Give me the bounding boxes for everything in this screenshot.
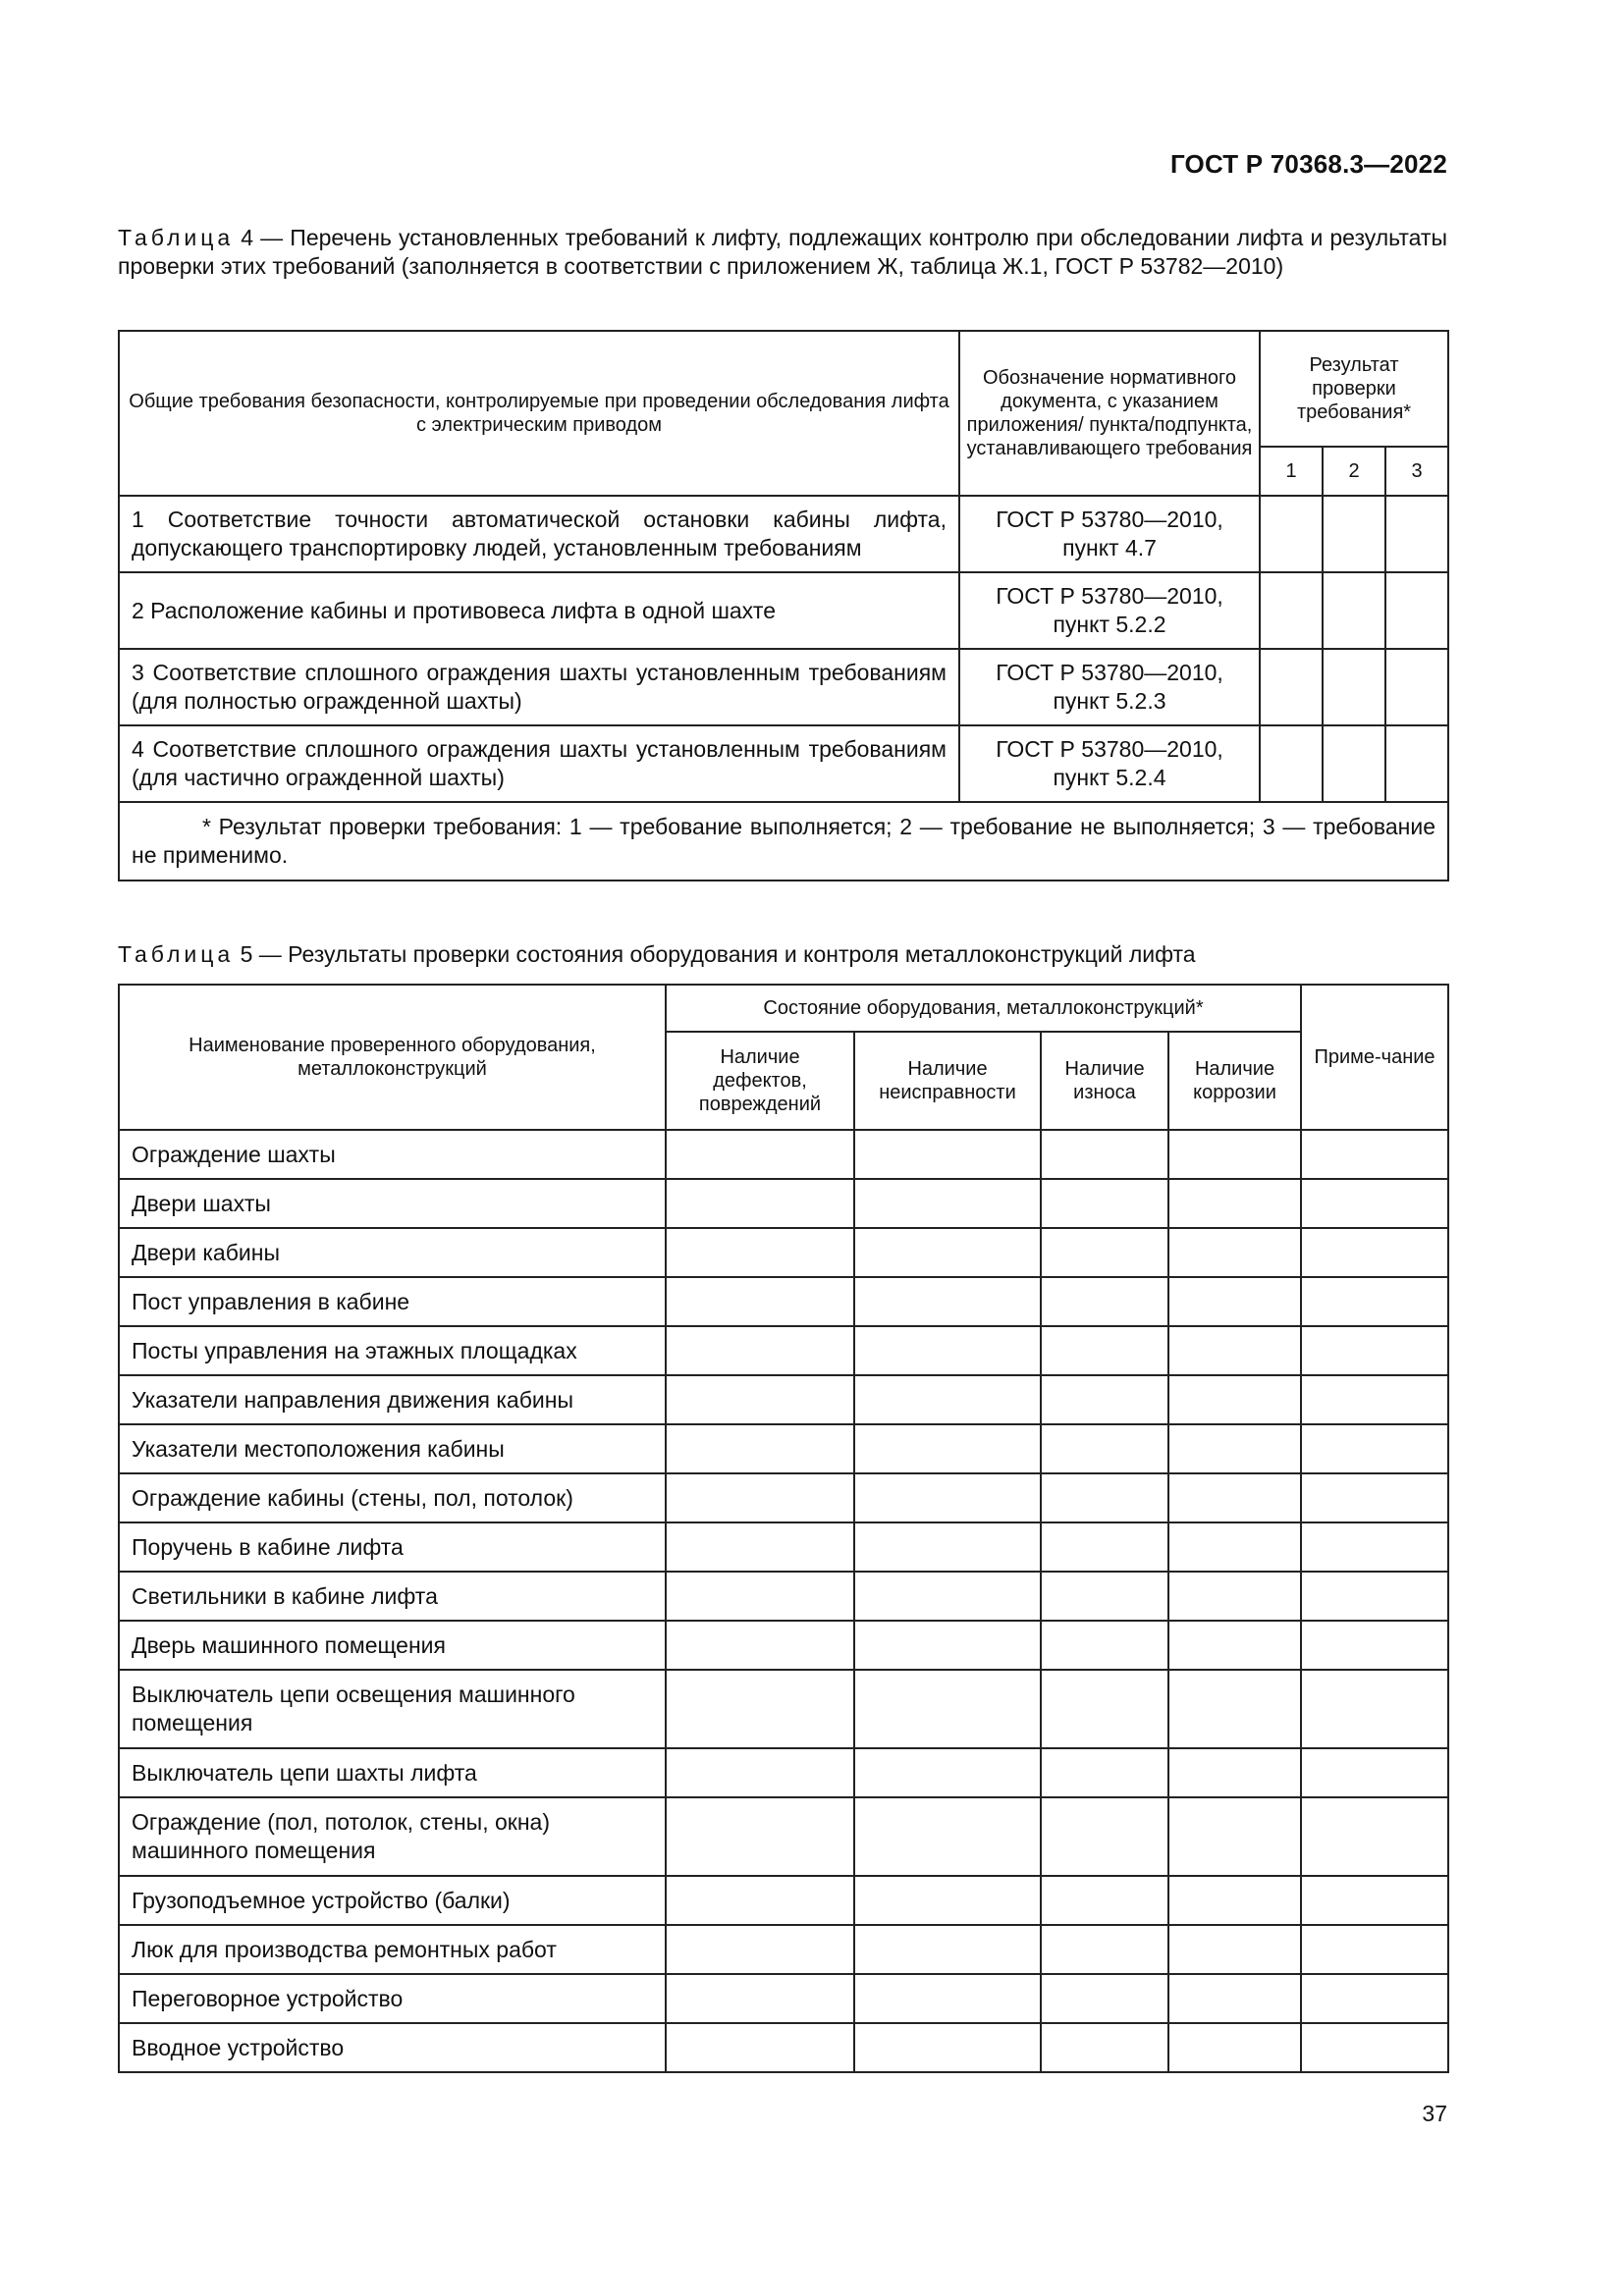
table-row [119,1925,1448,1974]
table5-cell[interactable] [1301,1130,1448,1179]
table5-cell[interactable] [1168,1130,1301,1179]
table5-cell[interactable] [1301,1326,1448,1375]
table-row [119,725,1448,802]
table4-result-cell[interactable] [1260,649,1323,725]
table-row [119,1522,1448,1572]
table5-subheader-wear: Наличие износа [1041,1032,1168,1130]
table-row [119,1179,1448,1228]
table5-cell[interactable] [666,1797,854,1876]
table5-cell[interactable] [1041,1228,1168,1277]
table5-cell[interactable] [1168,1522,1301,1572]
table4-result-cell[interactable] [1385,572,1448,649]
table5-cell[interactable] [854,1375,1041,1424]
table5-equipment-cell: Люк для производства ремонтных работ [119,1925,666,1974]
table5-cell[interactable] [1168,1876,1301,1925]
table5-cell[interactable] [1041,1876,1168,1925]
table5-equipment-cell: Посты управления на этажных площадках [119,1326,666,1375]
table-row [119,1670,1448,1748]
table5-caption [118,940,1447,969]
table4-result-cell[interactable] [1260,572,1323,649]
table5-cell[interactable] [1041,1974,1168,2023]
table4-result-cell[interactable] [1385,496,1448,572]
table5-equipment-cell: Указатели местоположения кабины [119,1424,666,1473]
table5-cell[interactable] [1041,1424,1168,1473]
table5-equipment-cell: Переговорное устройство [119,1974,666,2023]
table5-equipment-cell: Вводное устройство [119,2023,666,2072]
table5-equipment-cell: Дверь машинного помещения [119,1621,666,1670]
table4-footnote-text: * Результат проверки требования: 1 — требование выполняется; 2 — требование не выполняется; 3 — требование не применимо. [132,814,1436,868]
table4-result-cell[interactable] [1385,649,1448,725]
table5-equipment-cell: Ограждение шахты [119,1130,666,1179]
table5-cell[interactable] [1168,1424,1301,1473]
table5-cell[interactable] [666,1974,854,2023]
table5-cell[interactable] [1041,1130,1168,1179]
table5-equipment-cell: Грузоподъемное устройство (балки) [119,1876,666,1925]
table5-cell[interactable] [1041,1621,1168,1670]
table-row [119,1326,1448,1375]
table5-cell[interactable] [1041,1277,1168,1326]
table5-cell[interactable] [854,1179,1041,1228]
table5-cell[interactable] [1301,1748,1448,1797]
table5-cell[interactable] [666,1228,854,1277]
table5-cell[interactable] [666,1572,854,1621]
table-row [119,1424,1448,1473]
table5-cell[interactable] [1168,1974,1301,2023]
table4-requirement-cell: 2 Расположение кабины и противовеса лифта в одной шахте [119,572,959,649]
table-row [119,1797,1448,1876]
table5-cell[interactable] [1301,1876,1448,1925]
table4 [118,330,1449,881]
table5-cell[interactable] [1301,1572,1448,1621]
table4-result-col-1: 1 [1260,447,1323,496]
table5-cell[interactable] [1168,1925,1301,1974]
table5-cell[interactable] [854,1228,1041,1277]
table5-cell[interactable] [1301,1424,1448,1473]
table5-cell[interactable] [1301,1974,1448,2023]
table5-cell[interactable] [666,1621,854,1670]
table5-cell[interactable] [854,1876,1041,1925]
table5-cell[interactable] [1041,1925,1168,1974]
table4-result-cell[interactable] [1260,496,1323,572]
table-row [119,649,1448,725]
table-row [119,1572,1448,1621]
table5-cell[interactable] [1041,1375,1168,1424]
table4-document-cell: ГОСТ Р 53780—2010, пункт 4.7 [959,496,1260,572]
table4-requirement-cell: 1 Соответствие точности автоматической остановки кабины лифта, допускающего транспортировку людей, установленным требованиям [119,496,959,572]
table4-result-cell[interactable] [1260,725,1323,802]
table5-equipment-cell: Поручень в кабине лифта [119,1522,666,1572]
table5-cell[interactable] [666,1670,854,1748]
table5-cell[interactable] [854,2023,1041,2072]
table4-document-cell: ГОСТ Р 53780—2010, пункт 5.2.3 [959,649,1260,725]
table5-cell[interactable] [1168,1748,1301,1797]
table5-cell[interactable] [1168,1473,1301,1522]
table5-cell[interactable] [666,1277,854,1326]
table-row [119,572,1448,649]
table5-cell[interactable] [1301,2023,1448,2072]
table5-cell[interactable] [1301,1797,1448,1876]
table4-caption-text: 4 — Перечень установленных требований к лифту, подлежащих контролю при обследовании лифта и результаты проверки этих требований (заполняется в соответствии с приложением Ж, таблица Ж.1, ГОСТ Р 53782—2010) [118,225,1447,279]
table4-header-document: Обозначение нормативного документа, с указанием приложения/ пункта/подпункта, устанавливающего требования [959,331,1260,496]
table5-cell[interactable] [854,1572,1041,1621]
table-row [119,1228,1448,1277]
table-row [119,1621,1448,1670]
table5-cell[interactable] [854,1130,1041,1179]
table5-cell[interactable] [854,1522,1041,1572]
table5-cell[interactable] [666,2023,854,2072]
table5-cell[interactable] [666,1424,854,1473]
table5-cell[interactable] [666,1473,854,1522]
table5-header-state: Состояние оборудования, металлоконструкций* [666,985,1301,1032]
table5-equipment-cell: Указатели направления движения кабины [119,1375,666,1424]
table5-caption-text: 5 — Результаты проверки состояния оборудования и контроля металлоконструкций лифта [234,941,1196,967]
table5-equipment-cell: Выключатель цепи освещения машинного помещения [119,1670,666,1748]
table4-document-cell: ГОСТ Р 53780—2010, пункт 5.2.4 [959,725,1260,802]
table4-document-cell: ГОСТ Р 53780—2010, пункт 5.2.2 [959,572,1260,649]
table5 [118,984,1449,2073]
table4-result-cell[interactable] [1323,572,1385,649]
table5-cell[interactable] [854,1277,1041,1326]
table4-result-cell[interactable] [1323,725,1385,802]
table5-cell[interactable] [1168,1572,1301,1621]
table4-result-cell[interactable] [1385,725,1448,802]
table5-subheader-defects: Наличие дефектов, повреждений [666,1032,854,1130]
table5-equipment-cell: Ограждение кабины (стены, пол, потолок) [119,1473,666,1522]
table5-cell[interactable] [666,1748,854,1797]
table5-subheader-malfunction: Наличие неисправности [854,1032,1041,1130]
table4-result-cell[interactable] [1323,649,1385,725]
table5-equipment-cell: Двери шахты [119,1179,666,1228]
table-row [119,1748,1448,1797]
table5-cell[interactable] [854,1473,1041,1522]
table5-cell[interactable] [1168,1277,1301,1326]
table5-cell[interactable] [1301,1277,1448,1326]
table5-cell[interactable] [854,1925,1041,1974]
table5-cell[interactable] [1168,1797,1301,1876]
table5-cell[interactable] [1041,1179,1168,1228]
table4-result-cell[interactable] [1323,496,1385,572]
table5-cell[interactable] [1301,1179,1448,1228]
table5-cell[interactable] [1041,1670,1168,1748]
table5-cell[interactable] [1041,1748,1168,1797]
table5-cell[interactable] [854,1670,1041,1748]
table-row [119,1473,1448,1522]
table5-cell[interactable] [1041,1473,1168,1522]
table4-header-requirements: Общие требования безопасности, контролируемые при проведении обследования лифта с электрическим приводом [119,331,959,496]
table5-header-name: Наименование проверенного оборудования, металлоконструкций [119,985,666,1130]
table5-cell[interactable] [1168,1326,1301,1375]
table5-cell[interactable] [1168,1179,1301,1228]
table5-cell[interactable] [1168,2023,1301,2072]
table-row [119,2023,1448,2072]
table5-cell[interactable] [1301,1621,1448,1670]
table-row [119,1277,1448,1326]
table5-equipment-cell: Светильники в кабине лифта [119,1572,666,1621]
table5-cell[interactable] [1041,1326,1168,1375]
table5-cell[interactable] [1168,1621,1301,1670]
table5-cell[interactable] [854,1748,1041,1797]
table-row [119,1974,1448,2023]
table5-equipment-cell: Ограждение (пол, потолок, стены, окна) машинного помещения [119,1797,666,1876]
table4-header-result: Результат проверки требования* [1260,331,1448,447]
table5-cell[interactable] [666,1375,854,1424]
table5-cell[interactable] [1301,1670,1448,1748]
table5-equipment-cell: Пост управления в кабине [119,1277,666,1326]
table4-caption [118,224,1447,281]
table5-cell[interactable] [854,1326,1041,1375]
table5-cell[interactable] [854,1797,1041,1876]
table5-cell[interactable] [666,1179,854,1228]
table5-cell[interactable] [854,1974,1041,2023]
table5-equipment-cell: Двери кабины [119,1228,666,1277]
table5-cell[interactable] [1041,1572,1168,1621]
table-row [119,1130,1448,1179]
table5-cell[interactable] [1301,1375,1448,1424]
table4-result-col-2: 2 [1323,447,1385,496]
table5-cell[interactable] [854,1621,1041,1670]
table4-result-col-3: 3 [1385,447,1448,496]
table5-cell[interactable] [854,1424,1041,1473]
page-number: 37 [1422,2101,1447,2126]
table4-requirement-cell: 3 Соответствие сплошного ограждения шахты установленным требованиям (для полностью огражденной шахты) [119,649,959,725]
table5-cell[interactable] [1301,1473,1448,1522]
table5-cell[interactable] [1301,1925,1448,1974]
table5-cell[interactable] [1041,1522,1168,1572]
table-row [119,1375,1448,1424]
table-row [119,496,1448,572]
table5-cell[interactable] [666,1522,854,1572]
table5-cell[interactable] [1168,1228,1301,1277]
table4-footnote [119,802,1448,881]
table-row [119,1876,1448,1925]
table5-cell[interactable] [1301,1522,1448,1572]
table5-cell[interactable] [1301,1228,1448,1277]
table5-header-note: Приме-чание [1301,985,1448,1130]
table5-cell[interactable] [666,1130,854,1179]
document-code: ГОСТ Р 70368.3—2022 [1169,149,1447,179]
table5-cell[interactable] [666,1876,854,1925]
table4-requirement-cell: 4 Соответствие сплошного ограждения шахты установленным требованиям (для частично огражденной шахты) [119,725,959,802]
table4-caption-label: Таблица [118,225,235,250]
table5-cell[interactable] [1168,1670,1301,1748]
table5-subheader-corrosion: Наличие коррозии [1168,1032,1301,1130]
table5-cell[interactable] [1041,1797,1168,1876]
table5-caption-label: Таблица [118,941,235,967]
table5-cell[interactable] [1168,1375,1301,1424]
table5-cell[interactable] [666,1326,854,1375]
table5-cell[interactable] [666,1925,854,1974]
table5-cell[interactable] [1041,2023,1168,2072]
table5-equipment-cell: Выключатель цепи шахты лифта [119,1748,666,1797]
